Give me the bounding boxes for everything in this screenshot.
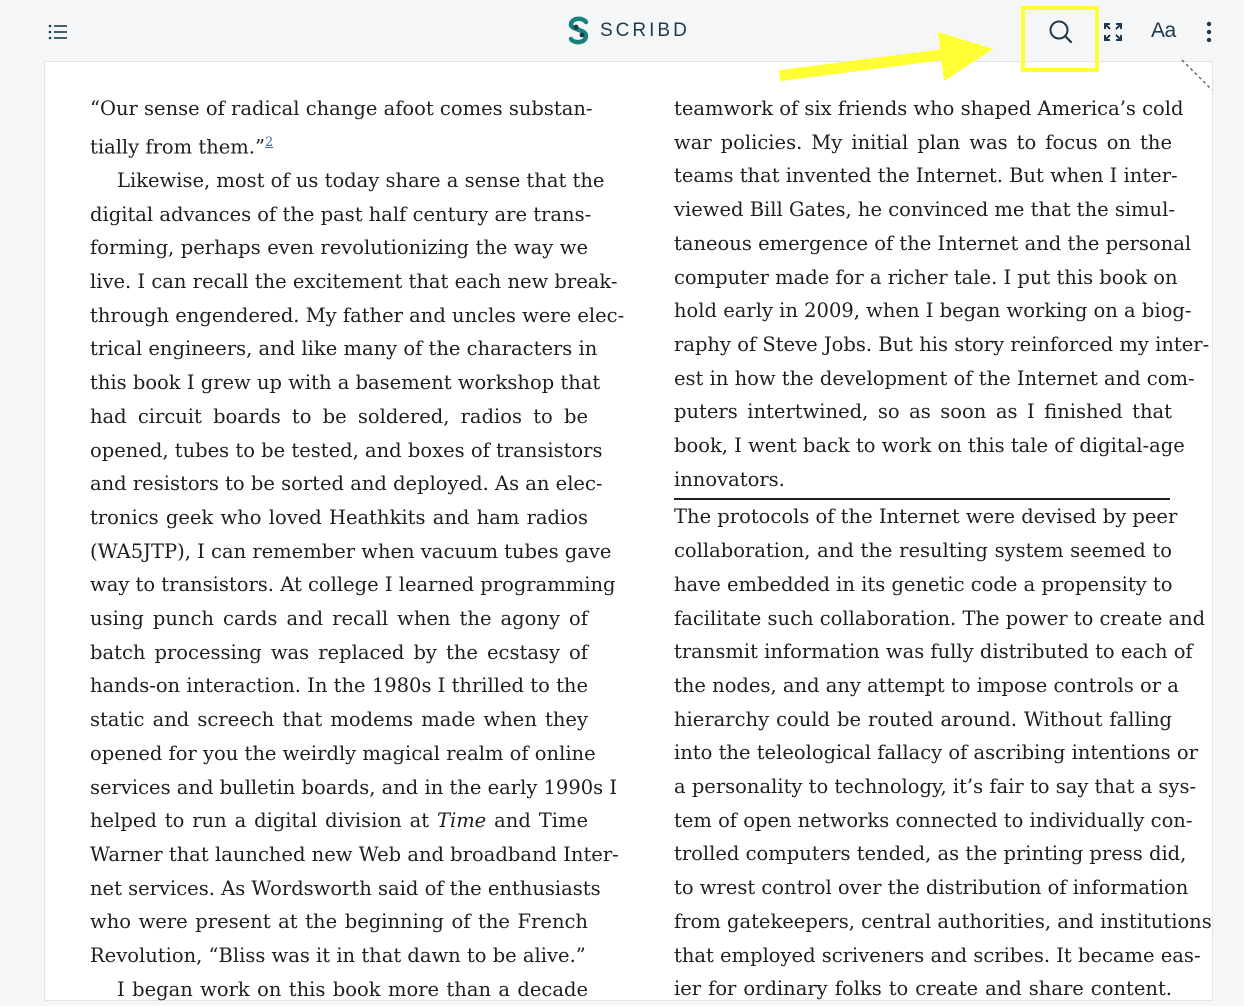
text-line: The protocols of the Internet were devised by peer	[674, 505, 1178, 529]
right-column-bottom	[674, 500, 1212, 1006]
text-line: tem of open networks connected to individually con-	[674, 808, 1193, 832]
footnote-link[interactable]: 2	[264, 134, 274, 150]
text-line: trolled computers tended, as the printing press did,	[674, 842, 1187, 866]
text-line: hold early in 2009, when I began working on a biog-	[674, 299, 1192, 323]
text-line: from gatekeepers, central authorities, and institutions	[674, 909, 1212, 933]
text-line: way to transistors. At college I learned programming	[90, 573, 616, 597]
text-line: helped to run a digital division at Time and Time	[90, 809, 588, 833]
text-line: opened, tubes to be tested, and boxes of transistors	[90, 438, 603, 462]
text-line: batch processing was replaced by the ecstasy of	[90, 640, 588, 664]
text-line: this book I grew up with a basement workshop that	[90, 371, 601, 395]
text-line: Warner that launched new Web and broadband Inter-	[90, 842, 619, 866]
text-line: teamwork of six friends who shaped America’s cold	[674, 97, 1184, 120]
text-line: live. I can recall the excitement that each new break-	[90, 270, 618, 294]
text-line: have embedded in its genetic code a propensity to	[674, 572, 1173, 596]
brand-name: SCRIBD	[600, 20, 690, 41]
list-icon[interactable]	[46, 20, 70, 44]
text-line: innovators.	[674, 467, 785, 491]
text-line: ier for ordinary folks to create and share content.	[674, 977, 1172, 1001]
text-line: “Our sense of radical change afoot comes substan-	[90, 97, 593, 120]
text-line: into the teleological fallacy of ascribing intentions or	[674, 741, 1198, 765]
text-line: tially from them.”$^2$	[90, 134, 274, 159]
text-line: the nodes, and any attempt to impose controls or a	[674, 673, 1179, 697]
left-column	[90, 92, 625, 1006]
text-line: using punch cards and recall when the agony of	[90, 607, 588, 631]
text-line: book, I went back to work on this tale of digital-age	[674, 434, 1185, 458]
text-line: digital advances of the past half century are trans-	[90, 202, 592, 226]
text-line: puters intertwined, so as soon as I finished that	[674, 400, 1172, 424]
text-line: raphy of Steve Jobs. But his story reinforced my inter-	[674, 332, 1210, 356]
right-column	[674, 92, 1212, 1006]
book-page	[44, 61, 1213, 1001]
text-line: to wrest control over the distribution of information	[674, 876, 1189, 900]
text-line: tronics geek who loved Heathkits and ham radios	[90, 505, 588, 529]
text-line: hands-on interaction. In the 1980s I thrilled to the	[90, 674, 588, 698]
scribd-logo[interactable]	[566, 16, 690, 46]
fullscreen-icon[interactable]	[1101, 20, 1125, 44]
text-line: trical engineers, and like many of the characters in	[90, 337, 598, 361]
text-line: through engendered. My father and uncles were elec-	[90, 303, 625, 327]
text-line: and resistors to be sorted and deployed. As an elec-	[90, 472, 603, 496]
text-line: a personality to technology, it’s fair to say that a sys-	[674, 775, 1197, 799]
highlight-box	[1021, 6, 1099, 72]
text-line: collaboration, and the resulting system seemed to	[674, 539, 1172, 563]
text-line: viewed Bill Gates, he convinced me that the simul-	[674, 198, 1175, 222]
font-settings-button[interactable]: Aa	[1151, 19, 1176, 42]
text-line: hierarchy could be routed around. Without falling	[674, 707, 1172, 731]
text-line: services and bulletin boards, and in the early 1990s I	[90, 775, 618, 799]
right-column-top	[674, 92, 1210, 496]
text-line: facilitate such collaboration. The power to create and	[674, 606, 1206, 630]
text-line: forming, perhaps even revolutionizing the way we	[90, 236, 588, 260]
text-line: that employed scriveners and scribes. It became eas-	[674, 943, 1201, 967]
text-line: est in how the development of the Internet and com-	[674, 366, 1195, 390]
text-line: computer made for a richer tale. I put this book on	[674, 265, 1178, 289]
text-line: static and screech that modems made when they	[90, 708, 588, 732]
text-line: net services. As Wordsworth said of the enthusiasts	[90, 876, 601, 900]
text-line: taneous emergence of the Internet and the personal	[674, 231, 1192, 255]
text-line: transmit information was fully distributed to each of	[674, 640, 1193, 664]
more-vertical-icon[interactable]	[1198, 20, 1220, 44]
text-line: opened for you the weirdly magical realm of online	[90, 741, 596, 765]
text-line: Likewise, most of us today share a sense that the	[117, 168, 605, 192]
text-line: who were present at the beginning of the French	[90, 910, 588, 934]
text-line: (WA5JTP), I can remember when vacuum tubes gave	[90, 539, 612, 563]
text-line: I began work on this book more than a decade	[117, 977, 588, 1001]
scribd-logo-icon	[566, 16, 592, 46]
text-line: Revolution, “Bliss was it in that dawn to be alive.”	[90, 944, 586, 968]
text-line: had circuit boards to be soldered, radios to be	[90, 404, 588, 428]
text-line: teams that invented the Internet. But when I inter-	[674, 164, 1178, 188]
text-line: war policies. My initial plan was to focus on the	[674, 130, 1172, 154]
